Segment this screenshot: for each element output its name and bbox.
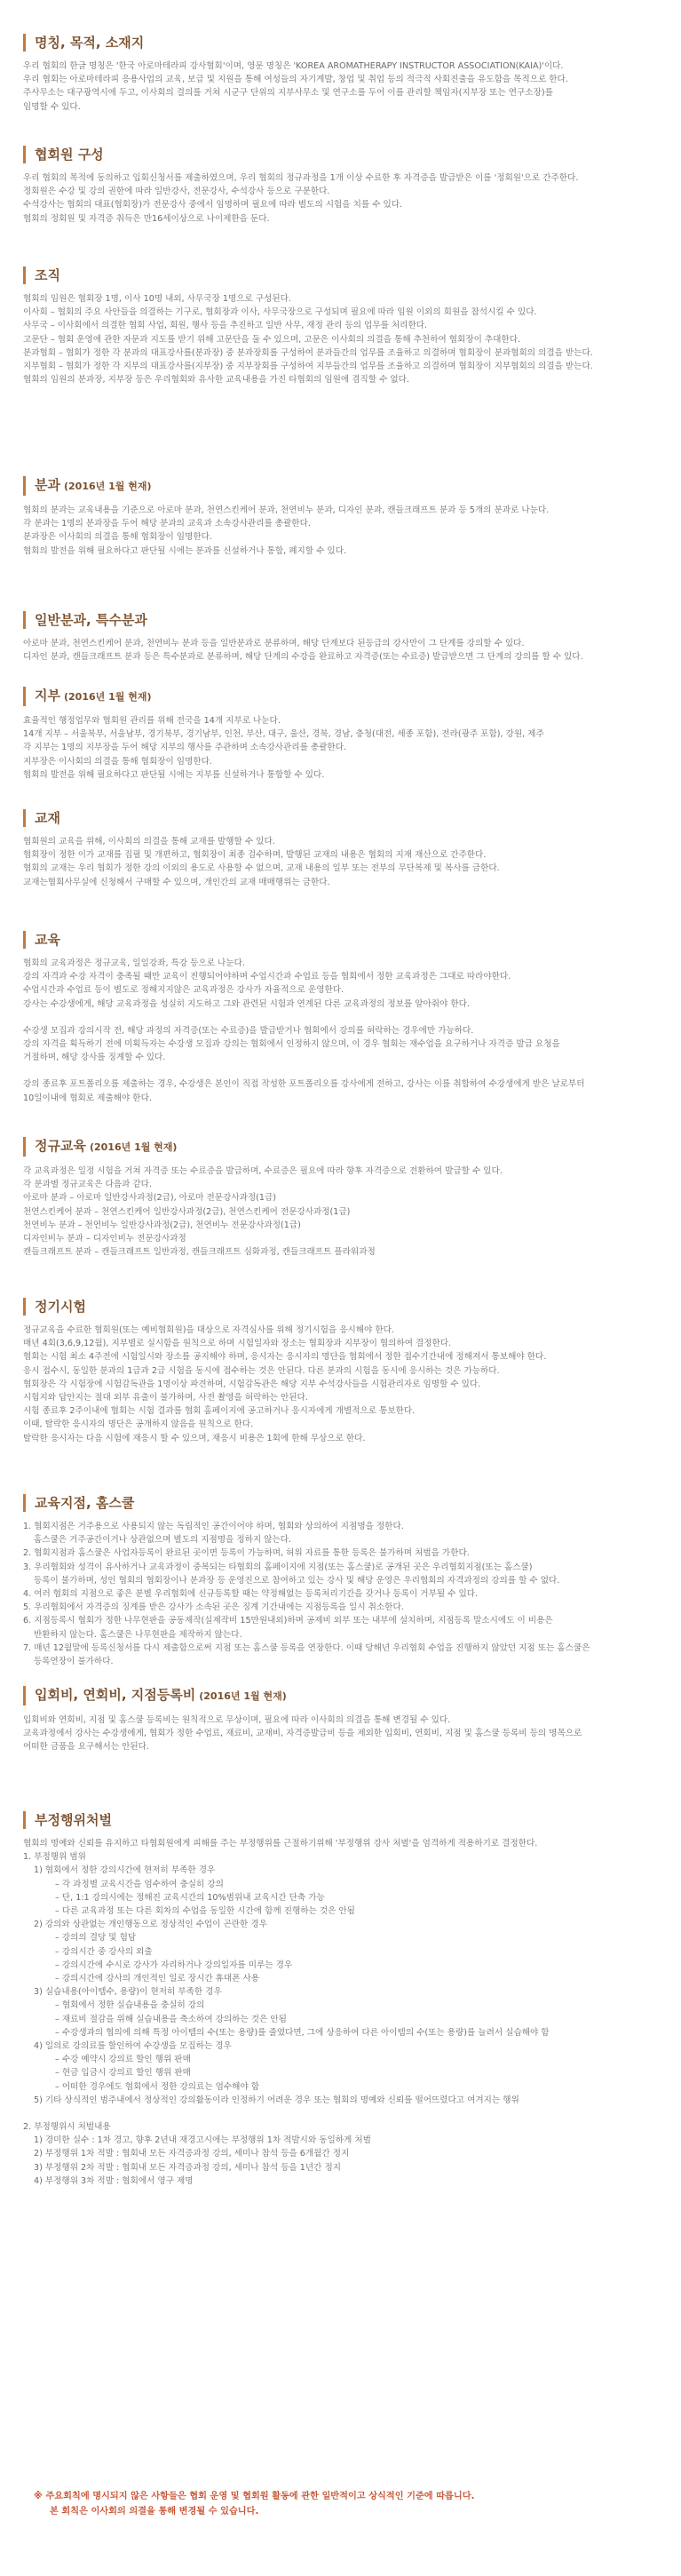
body-line: 교재는협회사무실에 신청해서 구매할 수 있으며, 개인간의 교재 매매행위는 금한다. [23,877,330,887]
notice-line: ※ 주요회칙에 명시되지 않은 사항들은 협회 운영 및 협회원 활동에 관한 일반적이고 상식적인 기준에 따릅니다. [34,2492,475,2501]
body-line: 입회비와 연회비, 지점 및 홈스쿨 등록비는 원칙적으로 무상이며, 필요에 따라 이사회의 의결을 통해 변경될 수 있다. [23,1715,451,1725]
body-line: 3. 우리협회와 성격이 유사하거나 교육과정이 중복되는 타협회의 홈페이지에 지점(또는 홈스쿨)로 공개된 곳은 우리협회지점(또는 홈스쿨) [23,1562,533,1572]
body-line: 협회장은 각 시험장에 시험감독관을 1명이상 파견하며, 시험감독관은 해당 지부 수석강사들을 시험관리자로 임명할 수 있다. [23,1379,481,1389]
section [23,809,661,889]
body-line: 고문단 – 협회 운영에 관한 자문과 지도를 받기 위해 고문단을 둘 수 있으며, 고문은 이사회의 의결을 통해 추천하여 협회장이 추대한다. [23,334,521,345]
section-title [23,1298,661,1316]
body-line: 탈락한 응시자는 다음 시험에 재응시 할 수 있으며, 재응시 비용은 1회에 한해 무상으로 한다. [23,1433,366,1443]
body-line: 우리 협회는 아로마테라피 응용사업의 교육, 보급 및 지원을 통해 여성들의 자기계발, 창업 및 취업 등의 적극적 사회진출을 유도함을 목적으로 한다. [23,75,568,85]
section-title-text: 조직 [35,267,60,283]
section [23,1137,661,1259]
body-line: 분과장은 이사회의 의결을 통해 협회장이 임명한다. [23,532,212,543]
body-line: 4) 일의로 강의료를 할인하여 수강생을 모집하는 경우 [34,2041,232,2052]
body-line: 각 분과별 정규교육은 다음과 같다. [23,1180,152,1190]
section [23,1686,661,1754]
section [23,266,661,386]
section [23,1811,661,2188]
section-body [23,1837,661,2188]
body-line: 우리 협회의 한글 명칭은 '한국 아로마테라피 강사협회'이며, 영문 명칭은 'KOREA AROMATHERAPY INSTRUCTOR ASSOCIATION(KAIA)'이다. [23,61,564,71]
body-line: 3) 부정행위 2차 적발 : 협회내 모든 자격증과정 강의, 세미나 참석 등을 1년간 정지 [34,2162,342,2173]
section-title [23,687,661,706]
body-line: – 강의시간 중 강사의 외출 [55,1946,153,1957]
body-line: 효율적인 행정업무와 협회원 관리를 위해 전국을 14개 지부로 나눈다. [23,716,281,726]
section-subtitle: (2016년 1월 현재) [63,481,152,492]
section-title [23,931,661,949]
body-line: – 재료비 절감을 위해 실습내용을 축소하여 강의하는 것은 안됨 [55,2014,287,2024]
body-line [23,1011,661,1024]
section-title-text: 교육지점, 홈스쿨 [35,1495,135,1511]
body-line: 1) 협회에서 정한 강의시간에 현저히 부족한 경우 [34,1865,216,1876]
body-line: – 협회에서 정한 실습내용을 충실히 강의 [55,2000,205,2011]
notice-box [23,2489,474,2519]
body-line: 강사는 수강생에게, 해당 교육과정을 성실히 지도하고 그와 관련된 시험과 연계된 다른 교육과정의 정보를 알아줘야 한다. [23,998,470,1009]
section [23,34,661,114]
body-line: 홈스쿨은 거주공간이거나 상관없으며 별도의 지점명을 정하지 않는다. [34,1535,292,1546]
section [23,1494,661,1668]
body-line: 지부장은 이사회의 의결을 통해 협회장이 임명한다. [23,756,212,767]
section-title [23,34,661,52]
body-line: 아로마 분과 – 아로마 일반강사과정(2급), 아로마 전문강사과정(1급) [23,1193,277,1204]
body-line: – 단, 1:1 강의시에는 정해진 교육시간의 10%범위내 교육시간 단축 가능 [55,1892,325,1903]
body-line: 2. 부정행위시 처벌내용 [23,2122,111,2133]
section-body [23,835,661,889]
section-body [23,1165,661,1259]
body-line: 시험지와 답안지는 절대 외부 유출이 불가하며, 사전 촬영을 허락하는 안된다. [23,1393,308,1403]
section-body [23,1713,661,1754]
body-line: 수석강사는 협회의 대표(협회장)가 전문강사 중에서 임명하며 필요에 따라 별도의 시험을 치를 수 있다. [23,200,403,211]
section-title-text: 교육 [35,932,60,948]
body-line: 이사회 – 협회의 주요 사안들을 의결하는 기구로, 협회장과 이사, 사무국장으로 구성되며 필요에 따라 임원 이외의 회원을 참석시킬 수 있다. [23,307,537,318]
body-line: 1) 경미한 실수 : 1차 경고, 향후 2년내 재경고시에는 부정행위 1차 적발시와 동일하게 처벌 [34,2135,371,2146]
body-line: 협회의 정회원 및 자격증 취득은 만16세이상으로 나이제한을 둔다. [23,213,270,224]
section-body [23,504,661,558]
body-line: – 각 과정별 교육시간을 엄수하여 충실히 강의 [55,1879,224,1889]
section [23,1298,661,1445]
body-line: 4. 여러 협회의 지점으로 좋은 분별 우리협회에 신규등록할 때는 약정해없는 등록처리기간을 갖거나 등록이 거부될 수 있다. [23,1589,479,1600]
body-line: 정규교육을 수료한 협회원(또는 예비협회원)을 대상으로 자격심사를 위해 정기시험을 응시해야 한다. [23,1325,394,1335]
body-line: – 수강생과의 협의에 의해 특정 아이템의 수(또는 용량)를 줄였다면, 그에 상응하여 다른 아이템의 수(또는 용량)를 늘려서 실습해야 함 [55,2027,550,2038]
body-line: 1. 부정행위 범위 [23,1852,86,1863]
notice-line: 본 회칙은 이사회의 의결을 통해 변경될 수 있습니다. [50,2507,259,2516]
section-title [23,476,661,496]
body-line: 이때, 탈락한 응시자의 명단은 공개하지 않음을 원칙으로 한다. [23,1419,254,1430]
body-line: 6. 지점등록시 협회가 정한 나무현판을 공동제작(실제작비 15만원내외)하며 공제비 외부 또는 내부에 설치하며, 지점등록 말소시에도 이 비용은 [23,1616,553,1626]
body-line: – 다른 교육과정 또는 다른 회차의 수업을 동일한 시간에 함께 진행하는 것은 안됨 [55,1906,355,1917]
section-title-text: 교재 [35,810,60,826]
body-line: 협회의 분과는 교육내용을 기준으로 아로마 분과, 천연스킨케어 분과, 천연비누 분과, 디자인 분과, 캔들크래프트 분과 등 5개의 분과로 나눈다. [23,505,550,515]
section-title [23,1686,661,1705]
body-line: 2. 협회지점과 홈스쿨은 사업자등록이 완료된 곳이면 등록이 가능하며, 허위 자료를 통한 등록은 불가하며 처벌을 가한다. [23,1548,470,1559]
body-line: 협회의 명예와 신뢰를 유지하고 타협회원에게 피해를 주는 부정행위를 근절하기위해 '부정행위 강사 처벌'을 엄격하게 적용하기로 결정한다. [23,1839,538,1849]
section-title-text: 협회원 구성 [35,147,104,163]
section-title-text: 분과 [35,477,60,493]
body-line: 7. 매년 12월말에 등록신청서를 다시 제출함으로써 지점 또는 홈스쿨 등록을 연장한다. 이때 당해년 우리협회 수업을 진행하지 않았던 지점 또는 홈스쿨은 [23,1642,590,1653]
section-body [23,714,661,782]
body-line: 지부협회 – 협회가 정한 각 지부의 대표강사를(지부장) 중 지부장회를 구성하여 지부들간의 업무를 조율하고 의결하며 협회장이 지부협회의 의결을 받는다. [23,362,593,372]
body-line: – 어떠한 경우에도 협회에서 정한 강의료는 엄수해야 함 [55,2081,260,2092]
body-line: 2) 강의와 상관없는 개인행동으로 정상적인 수업이 곤란한 경우 [34,1920,267,1930]
body-line: 강의 자격을 획득하기 전에 미획득자는 수강생 모집과 강의는 협회에서 인정하지 않으며, 이 경우 협회는 재수업을 요구하거나 자격증 발급 요청을 [23,1039,560,1050]
body-line: 협회의 교재는 우리 협회가 정한 강의 이외의 용도로 사용할 수 없으며, 교재 내용의 일부 또는 전부의 무단복제 및 복사를 금한다. [23,863,500,874]
body-line: 등록이 불가하며, 성인 협회의 협회장이나 분과장 등 운영진으로 참여하고 있는 강사 및 해당 운영은 우리협회의 자격과정의 강의를 할 수 없다. [34,1575,560,1586]
section-title-text: 정기시험 [35,1299,86,1315]
body-line: 응시 접수시, 동일한 분과의 1급과 2급 시험을 동시에 접수하는 것은 안된다. 다른 분과의 시험을 동시에 응시하는 것은 가능하다. [23,1365,500,1376]
body-line: 주사무소는 대구광역시에 두고, 이사회의 결의를 거쳐 시군구 단위의 지부사무소 및 연구소를 두어 이를 관리할 책임자(지부장 또는 연구소장)를 [23,88,553,99]
section-title-text: 입회비, 연회비, 지점등록비 [35,1687,196,1703]
section-title [23,266,661,284]
section-title-text: 정규교육 [35,1138,86,1154]
body-line: 디자인 분과, 캔들크래프트 분과 등은 특수분과로 분류하며, 해당 단계의 수강을 완료하고 자격증(또는 수료증) 발급받으면 그 단계의 강의를 할 수 있다. [23,652,583,663]
body-line: 10일이내에 협회로 제출해야 한다. [23,1093,152,1103]
body-line: 협회원의 교육을 위해, 이사회의 의결을 통해 교재를 발행할 수 있다. [23,837,275,847]
section [23,146,661,226]
body-line: – 강의시간에 수시로 강사가 자리하거나 강의일자를 미루는 경우 [55,1960,293,1970]
body-line: – 강의의 결당 및 험담 [55,1933,137,1944]
body-line: 4) 부정행위 3차 적발 : 협회에서 영구 제명 [34,2175,194,2186]
body-line: 각 지부는 1명의 지부장을 두어 해당 지부의 행사를 주관하며 소속강사관리를 총괄한다. [23,743,347,753]
section-body [23,60,661,114]
body-line: 5) 기타 상식적인 범주내에서 정상적인 강의활동이라 인정하기 어려운 경우 또는 협회의 명예와 신뢰를 떨어뜨렸다고 여겨지는 행위 [34,2095,519,2105]
body-line: 강의 자격과 수강 자격이 충족될 때만 교육이 진행되어야하며 수업시간과 수업료 등을 협회에서 정한 교육과정은 그대로 따라야한다. [23,972,511,982]
section-body [23,637,661,664]
body-line: 각 교육과정은 일정 시험을 거쳐 자격증 또는 수료증을 발급하며, 수료증은 필요에 따라 향후 자격증으로 전환하여 발급할 수 있다. [23,1166,503,1176]
section-body [23,1520,661,1668]
body-line: – 강의시간에 강사의 개인적인 일로 장시간 휴대폰 사용 [55,1974,260,1984]
section [23,476,661,558]
body-line: 시험 종료후 2주이내에 협회는 시험 결과를 협회 홈페이지에 공고하거나 응시자에게 개별적으로 통보한다. [23,1406,416,1417]
body-line: 어떠한 금품을 요구해서는 안된다. [23,1742,149,1753]
section-body [23,171,661,226]
body-line: 협회는 시험 최소 4주전에 시험일시와 장소를 공지해야 하며, 응시자는 응시자의 명단을 협회에서 정한 접수기간내에 정해져서 통보해야 한다. [23,1352,547,1363]
section-title-text: 지부 [35,688,60,704]
body-line: 우리 협회의 목적에 동의하고 입회신청서를 제출하였으며, 우리 협회의 정규과정을 1개 이상 수료한 후 자격증을 발급받은 이를 '정회원'으로 간주한다. [23,173,579,183]
section-title-text: 일반분과, 특수분과 [35,612,147,628]
body-line: 정회원은 수강 및 강의 권한에 따라 일반강사, 전문강사, 수석강사 등으로 구분한다. [23,187,330,197]
body-line: 협회의 교육과정은 정규교육, 일일강좌, 특강 등으로 나눈다. [23,958,245,968]
section-title-text: 부정행위처벌 [35,1812,112,1828]
body-line: – 현금 입금시 강의료 할인 행위 판매 [55,2068,191,2079]
body-line: 등록연장이 불가하다. [34,1657,114,1667]
body-line: – 수강 예약시 강의료 할인 행위 판매 [55,2055,191,2065]
section-title [23,146,661,163]
section [23,931,661,1105]
body-line: 분과협회 – 협회가 정한 각 분과의 대표강사를(분과장) 중 분과장회를 구성하여 분과들간의 업무를 조율하고 의결하며 협회장이 분과협회의 의결을 받는다. [23,347,593,358]
body-line: 5. 우리협회에서 자격증의 징계를 받은 강사가 소속된 곳은 징계 기간내에는 지점등록을 일시 취소한다. [23,1602,404,1613]
section [23,687,661,782]
body-line: 각 분과는 1명의 분과장을 두어 해당 분과의 교육과 소속강사관리를 총괄한다. [23,519,311,529]
section [23,611,661,664]
section-title [23,611,661,629]
body-line: 교육과정에서 강사는 수강생에게, 협회가 정한 수업료, 재료비, 교재비, 자격증발급비 등을 제외한 입회비, 연회비, 지점 및 홈스쿨 등록비 등의 명목으로 [23,1729,582,1739]
section-title-text: 명칭, 목적, 소재지 [35,35,145,51]
section-subtitle: (2016년 1월 현재) [89,1141,178,1153]
body-line: 협회의 임원은 협회장 1명, 이사 10명 내외, 사무국장 1명으로 구성된다. [23,294,291,304]
section-title [23,1811,661,1829]
body-line: 1. 협회지점은 거주용으로 사용되지 않는 독립적인 공간이어야 하며, 협회와 상의하여 지점명을 정한다. [23,1522,404,1531]
body-line: 14개 지부 – 서울북부, 서울남부, 경기북부, 경기남부, 인천, 부산, 대구, 울산, 경북, 경남, 충청(대전, 세종 포함), 전라(광주 포함), 강원, 제주 [23,729,544,740]
body-line: 협회의 발전을 위해 필요하다고 판단될 시에는 지부를 신설하거나 통합할 수 있다. [23,769,325,780]
body-line: 강의 종료후 포트폴리오를 제출하는 경우, 수강생은 본인이 직접 작성한 포트폴리오를 강사에게 전하고, 강사는 이를 취합하여 수강생에게 받은 날로부터 [23,1079,585,1090]
body-line: 거절하며, 해당 강사를 징계할 수 있다. [23,1053,166,1063]
body-line: 3) 실습내용(아이템수, 용량)이 현저히 부족한 경우 [34,1987,222,1998]
body-line: 협회의 발전을 위해 필요하다고 판단될 시에는 분과를 신설하거나 통합, 폐지할 수 있다. [23,545,347,556]
body-line: 수강생 모집과 강의시작 전, 해당 과정의 자격증(또는 수료증)을 발급받거나 협회에서 강의를 허락하는 경우에만 가능하다. [23,1025,474,1036]
body-line: 디자인비누 분과 – 디자인비누 전문강사과정 [23,1234,186,1244]
body-line: 천연비누 분과 – 천연비누 일반강사과정(2급), 천연비누 전문강사과정(1급) [23,1220,301,1230]
body-line [23,2107,661,2120]
section-title [23,1137,661,1157]
body-line: 수업시간과 수업료 등이 별도로 정해지지않은 교육과정은 강사가 자율적으로 운영한다. [23,985,344,996]
section-body [23,957,661,1105]
section-title [23,1494,661,1512]
body-line: 반환하지 않는다. 홈스쿨은 나무현판을 제작하지 않는다. [34,1629,242,1640]
section-subtitle: (2016년 1월 현재) [199,1690,287,1702]
body-line: 천연스킨케어 분과 – 천연스킨케어 일반강사과정(2급), 천연스킨케어 전문강사과정(1급) [23,1206,351,1217]
body-line: 협회의 임원의 분과장, 지부장 등은 우리협회와 유사한 교육내용을 가진 타협회의 임원에 겸직할 수 없다. [23,375,409,386]
section-body [23,1324,661,1445]
body-line: 협회장이 정한 이가 교재를 집필 및 개편하고, 협회장이 최종 검수하며, 발행된 교재의 내용은 협회의 지재 재산으로 간주한다. [23,850,487,861]
body-line: 사무국 – 이사회에서 의결한 협회 사업, 회원, 행사 등을 추진하고 일반 사무, 재정 관리 등의 업무를 처리한다. [23,321,428,331]
body-line [23,1064,661,1077]
body-line: 아로마 분과, 천연스킨케어 분과, 천연비누 분과 등을 일반분과로 분류하며, 해당 단계보다 된등급의 강사만이 그 단계를 강의할 수 있다. [23,639,525,648]
section-body [23,292,661,386]
body-line: 캔들크래프트 분과 – 캔들크래프트 일반과정, 캔들크래프트 심화과정, 캔들크래프트 플라워과정 [23,1247,376,1258]
section-title [23,809,661,827]
body-line: 2) 부정행위 1차 적발 : 협회내 모든 자격증과정 강의, 세미나 참석 등을 6개월간 정지 [34,2149,350,2159]
body-line: 매년 4회(3,6,9,12월), 지부별로 실시함을 원칙으로 하며 시험일자와 장소는 협회장과 지부장이 협의하여 결정한다. [23,1339,452,1349]
body-line: 임명할 수 있다. [23,101,81,112]
section-subtitle: (2016년 1월 현재) [63,691,152,703]
